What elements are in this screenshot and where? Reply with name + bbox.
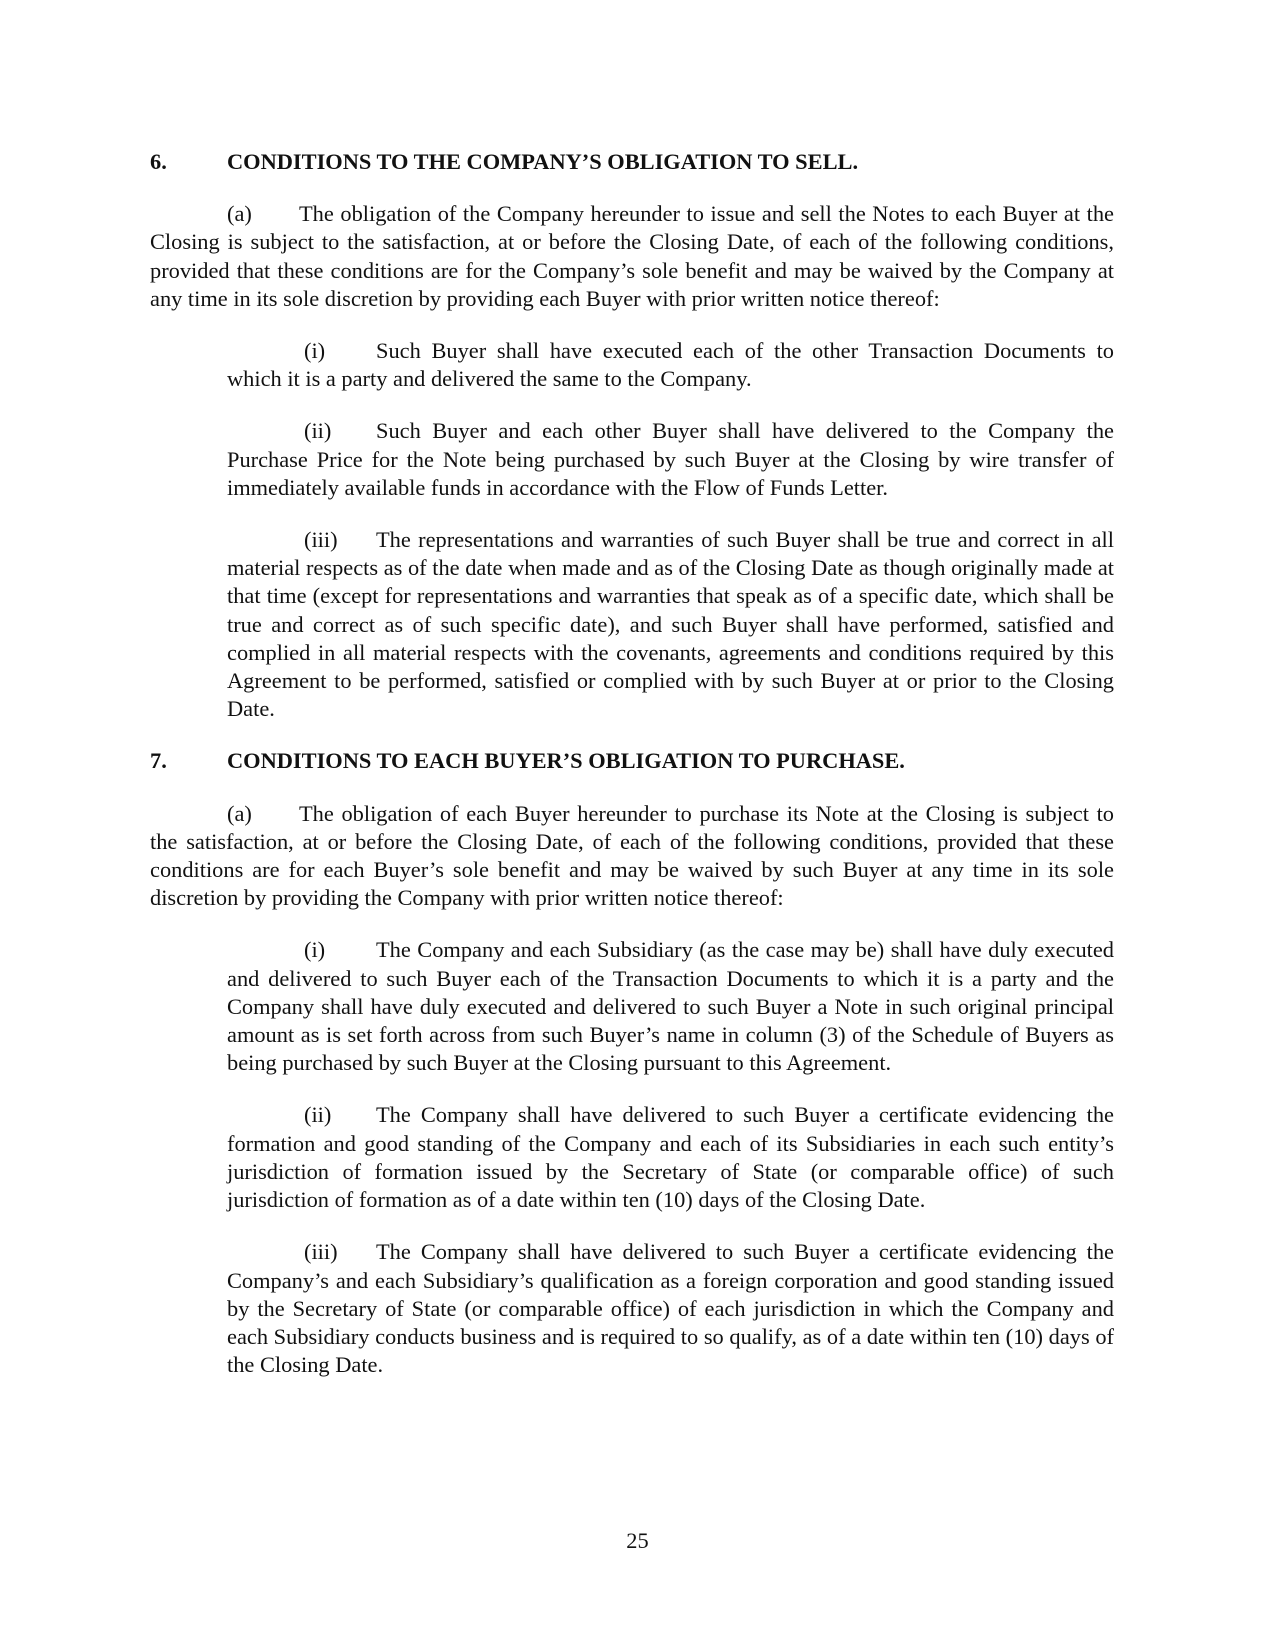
- section-6-label-iii: (iii): [304, 527, 338, 553]
- section-7-heading: [150, 747, 1114, 775]
- section-7-text-iii: The Company shall have delivered to such Buyer a certificate evidencing the Company’s and each Subsidiary’s qualification as a foreign corporation and good standing issued by the Secretary of State (or comparable office) of each jurisdiction in which the Company and each Subsidiary conducts business and is required to so qualify, as of a date within ten (10) days of the Closing Date.: [227, 1239, 1114, 1378]
- document-page: [150, 148, 1114, 1379]
- section-6-item-i: [227, 337, 1114, 393]
- section-7-label-iii: (iii): [304, 1239, 338, 1265]
- section-6-text-a: The obligation of the Company hereunder to issue and sell the Notes to each Buyer at the Closing is subject to the satisfaction, at or before the Closing Date, of each of the following conditions, provided that these conditions are for the Company’s sole benefit and may be waived by the Company at any time in its sole discretion by providing each Buyer with prior written notice thereof:: [150, 201, 1114, 311]
- section-7-label-ii: (ii): [304, 1102, 332, 1128]
- page-number: 25: [626, 1528, 649, 1553]
- section-6-paragraph-a: [150, 200, 1114, 313]
- section-6-label-ii: (ii): [304, 418, 332, 444]
- section-6-title: CONDITIONS TO THE COMPANY’S OBLIGATION TO SELL.: [227, 149, 859, 174]
- section-6-text-ii: Such Buyer and each other Buyer shall have delivered to the Company the Purchase Price for the Note being purchased by such Buyer at the Closing by wire transfer of immediately available funds in accordance with the Flow of Funds Letter.: [227, 418, 1114, 500]
- section-6-number: 6.: [150, 149, 167, 174]
- section-7-item-ii: [227, 1101, 1114, 1214]
- section-6-label-i: (i): [304, 338, 326, 364]
- section-6-item-ii: [227, 417, 1114, 502]
- section-7-number: 7.: [150, 748, 167, 774]
- section-7-paragraph-a: [150, 800, 1114, 913]
- section-7-label-i: (i): [304, 937, 326, 963]
- section-7-item-i: [227, 936, 1114, 1077]
- section-7-text-ii: The Company shall have delivered to such Buyer a certificate evidencing the formation and good standing of the Company and each of its Subsidiaries in each such entity’s jurisdiction of formation issued by the Secretary of State (or comparable office) of such jurisdiction of formation as of a date within ten (10) days of the Closing Date.: [227, 1102, 1114, 1213]
- section-7-text-a: The obligation of each Buyer hereunder to purchase its Note at the Closing is subject to the satisfaction, at or before the Closing Date, of each of the following conditions, provided that these conditions are for each Buyer’s sole benefit and may be waived by such Buyer at any time in its sole discretion by providing the Company with prior written notice thereof:: [150, 800, 1114, 911]
- section-6-label-a: (a): [227, 201, 252, 227]
- section-7-title: CONDITIONS TO EACH BUYER’S OBLIGATION TO PURCHASE.: [227, 748, 905, 774]
- section-7-label-a: (a): [227, 800, 252, 826]
- section-7-item-iii: [227, 1238, 1114, 1379]
- section-6-heading: [150, 148, 1114, 176]
- section-7-text-i: The Company and each Subsidiary (as the case may be) shall have duly executed and delivered to such Buyer each of the Transaction Documents to which it is a party and the Company shall have duly executed and delivered to such Buyer a Note in such original principal amount as is set forth across from such Buyer’s name in column (3) of the Schedule of Buyers as being purchased by such Buyer at the Closing pursuant to this Agreement.: [227, 937, 1114, 1076]
- section-6-item-iii: [227, 526, 1114, 723]
- section-6-text-iii: The representations and warranties of such Buyer shall be true and correct in all material respects as of the date when made and as of the Closing Date as though originally made at that time (except for representations and warranties that speak as of a specific date, which shall be true and correct as of such specific date), and such Buyer shall have performed, satisfied and complied in all material respects with the covenants, agreements and conditions required by this Agreement to be performed, satisfied or complied with by such Buyer at or prior to the Closing Date.: [227, 527, 1114, 722]
- section-6-text-i: Such Buyer shall have executed each of the other Transaction Documents to which it is a party and delivered the same to the Company.: [227, 338, 1114, 392]
